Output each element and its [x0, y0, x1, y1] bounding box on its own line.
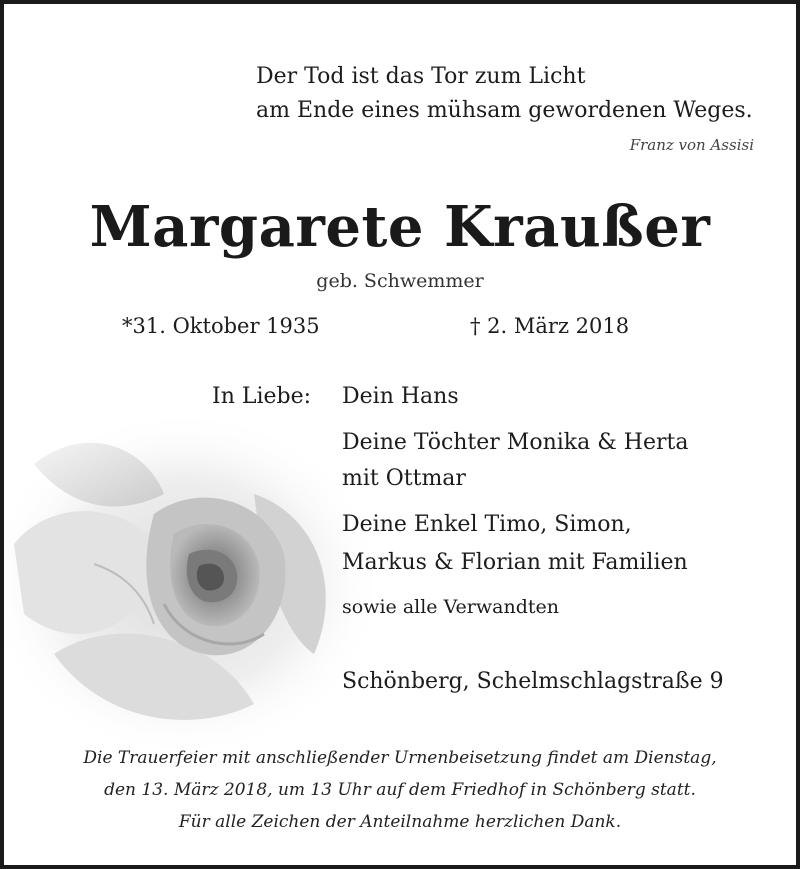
mourner-line: mit Ottmar: [342, 466, 466, 491]
mourner-line: Markus & Florian mit Familien: [342, 550, 688, 575]
quote-author: Franz von Assisi: [629, 136, 754, 154]
quote-line-2: am Ende eines mühsam gewordenen Weges.: [256, 98, 753, 123]
footer-line: Die Trauerfeier mit anschließender Urnenbeisetzung findet am Dienstag,: [83, 748, 717, 768]
death-date: † 2. März 2018: [470, 314, 630, 338]
mourner-line: Dein Hans: [342, 384, 459, 409]
birth-date: *31. Oktober 1935: [122, 314, 320, 338]
mourner-line: Deine Enkel Timo, Simon,: [342, 512, 632, 537]
rose-image: [0, 404, 394, 764]
quote-line-1: Der Tod ist das Tor zum Licht: [256, 64, 586, 89]
mourner-line: Deine Töchter Monika & Herta: [342, 430, 689, 455]
footer-line: Für alle Zeichen der Anteilnahme herzlichen Dank.: [178, 812, 622, 832]
footer-line: den 13. März 2018, um 13 Uhr auf dem Friedhof in Schönberg statt.: [104, 780, 696, 800]
mourner-line: sowie alle Verwandten: [342, 596, 559, 618]
deceased-name: Margarete Kraußer: [89, 194, 711, 260]
maiden-name: geb. Schwemmer: [316, 270, 484, 292]
family-address: Schönberg, Schelmschlagstraße 9: [342, 669, 724, 694]
mourners-label: In Liebe:: [212, 384, 312, 409]
